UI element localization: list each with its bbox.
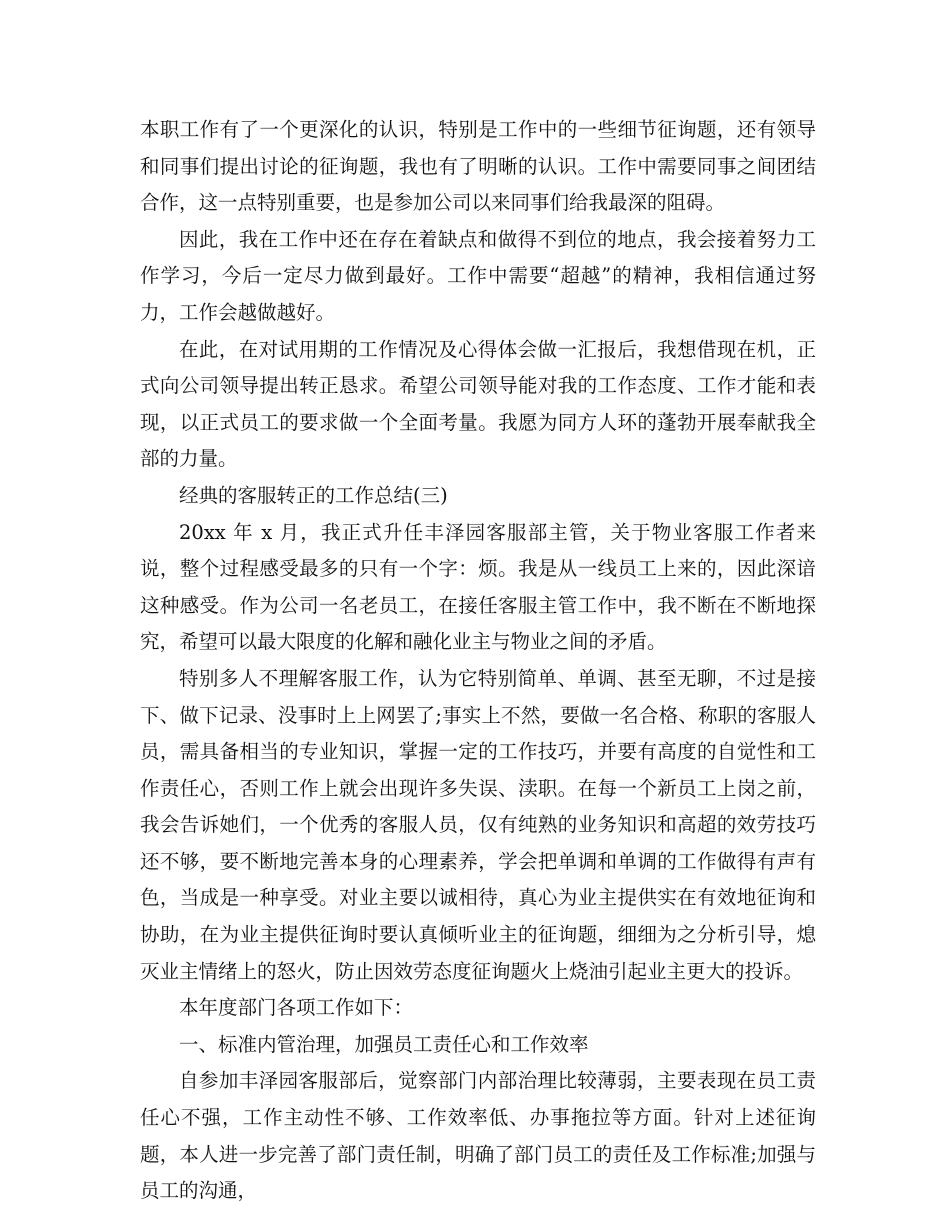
document-body xyxy=(140,112,816,1210)
subheading-1: 一、标准内管治理，加强员工责任心和工作效率 xyxy=(179,1032,589,1056)
paragraph-5: 特别多人不理解客服工作，认为它特别简单、单调、甚至无聊，不过是接下、做下记录、没事时上上网罢了;事实上不然，要做一名合格、称职的客服人员，需具备相当的专业知识，掌握一定的工作技巧，并要有高度的自觉性和工作责任心，否则工作上就会出现许多失误、渎职。在每一个新员工上岗之前，我会告诉她们，一个优秀的客服人员，仅有纯熟的业务知识和高超的效劳技巧还不够，要不断地完善本身的心理素养，学会把单调和单调的工作做得有声有色，当成是一种享受。对业主要以诚相待，真心为业主提供实在有效地征询和协助，在为业主提供征询时要认真倾听业主的征询题，细细为之分析引导，熄灭业主情绪上的怒火，防止因效劳态度征询题火上烧油引起业主更大的投诉。 xyxy=(140,666,816,983)
paragraph-3: 在此，在对试用期的工作情况及心得体会做一汇报后，我想借现在机，正式向公司领导提出转正恳求。希望公司领导能对我的工作态度、工作才能和表现，以正式员工的要求做一个全面考量。我愿为同方人环的蓬勃开展奉献我全部的力量。 xyxy=(140,337,816,471)
paragraph-1: 本职工作有了一个更深化的认识，特别是工作中的一些细节征询题，还有领导和同事们提出讨论的征询题，我也有了明晰的认识。工作中需要同事之间团结合作，这一点特别重要，也是参加公司以来同事们给我最深的阻碍。 xyxy=(140,118,816,215)
paragraph-4: 20xx 年 x 月，我正式升任丰泽园客服部主管，关于物业客服工作者来说，整个过程感受最多的只有一个字：烦。我是从一线员工上来的，因此深谙这种感受。作为公司一名老员工，在接任客服主管工作中，我不断在不断地探究，希望可以最大限度的化解和融化业主与物业之间的矛盾。 xyxy=(140,520,816,654)
section-heading-3: 经典的客服转正的工作总结(三) xyxy=(179,483,448,507)
paragraph-6: 本年度部门各项工作如下： xyxy=(179,996,414,1020)
paragraph-2: 因此，我在工作中还在存在着缺点和做得不到位的地点，我会接着努力工作学习，今后一定尽力做到最好。工作中需要“超越”的精神，我相信通过努力，工作会越做越好。 xyxy=(140,227,816,324)
paragraph-7: 自参加丰泽园客服部后，觉察部门内部治理比较薄弱，主要表现在员工责任心不强，工作主动性不够、工作效率低、办事拖拉等方面。针对上述征询题，本人进一步完善了部门责任制，明确了部门员工的责任及工作标准;加强与员工的沟通， xyxy=(140,1069,816,1203)
